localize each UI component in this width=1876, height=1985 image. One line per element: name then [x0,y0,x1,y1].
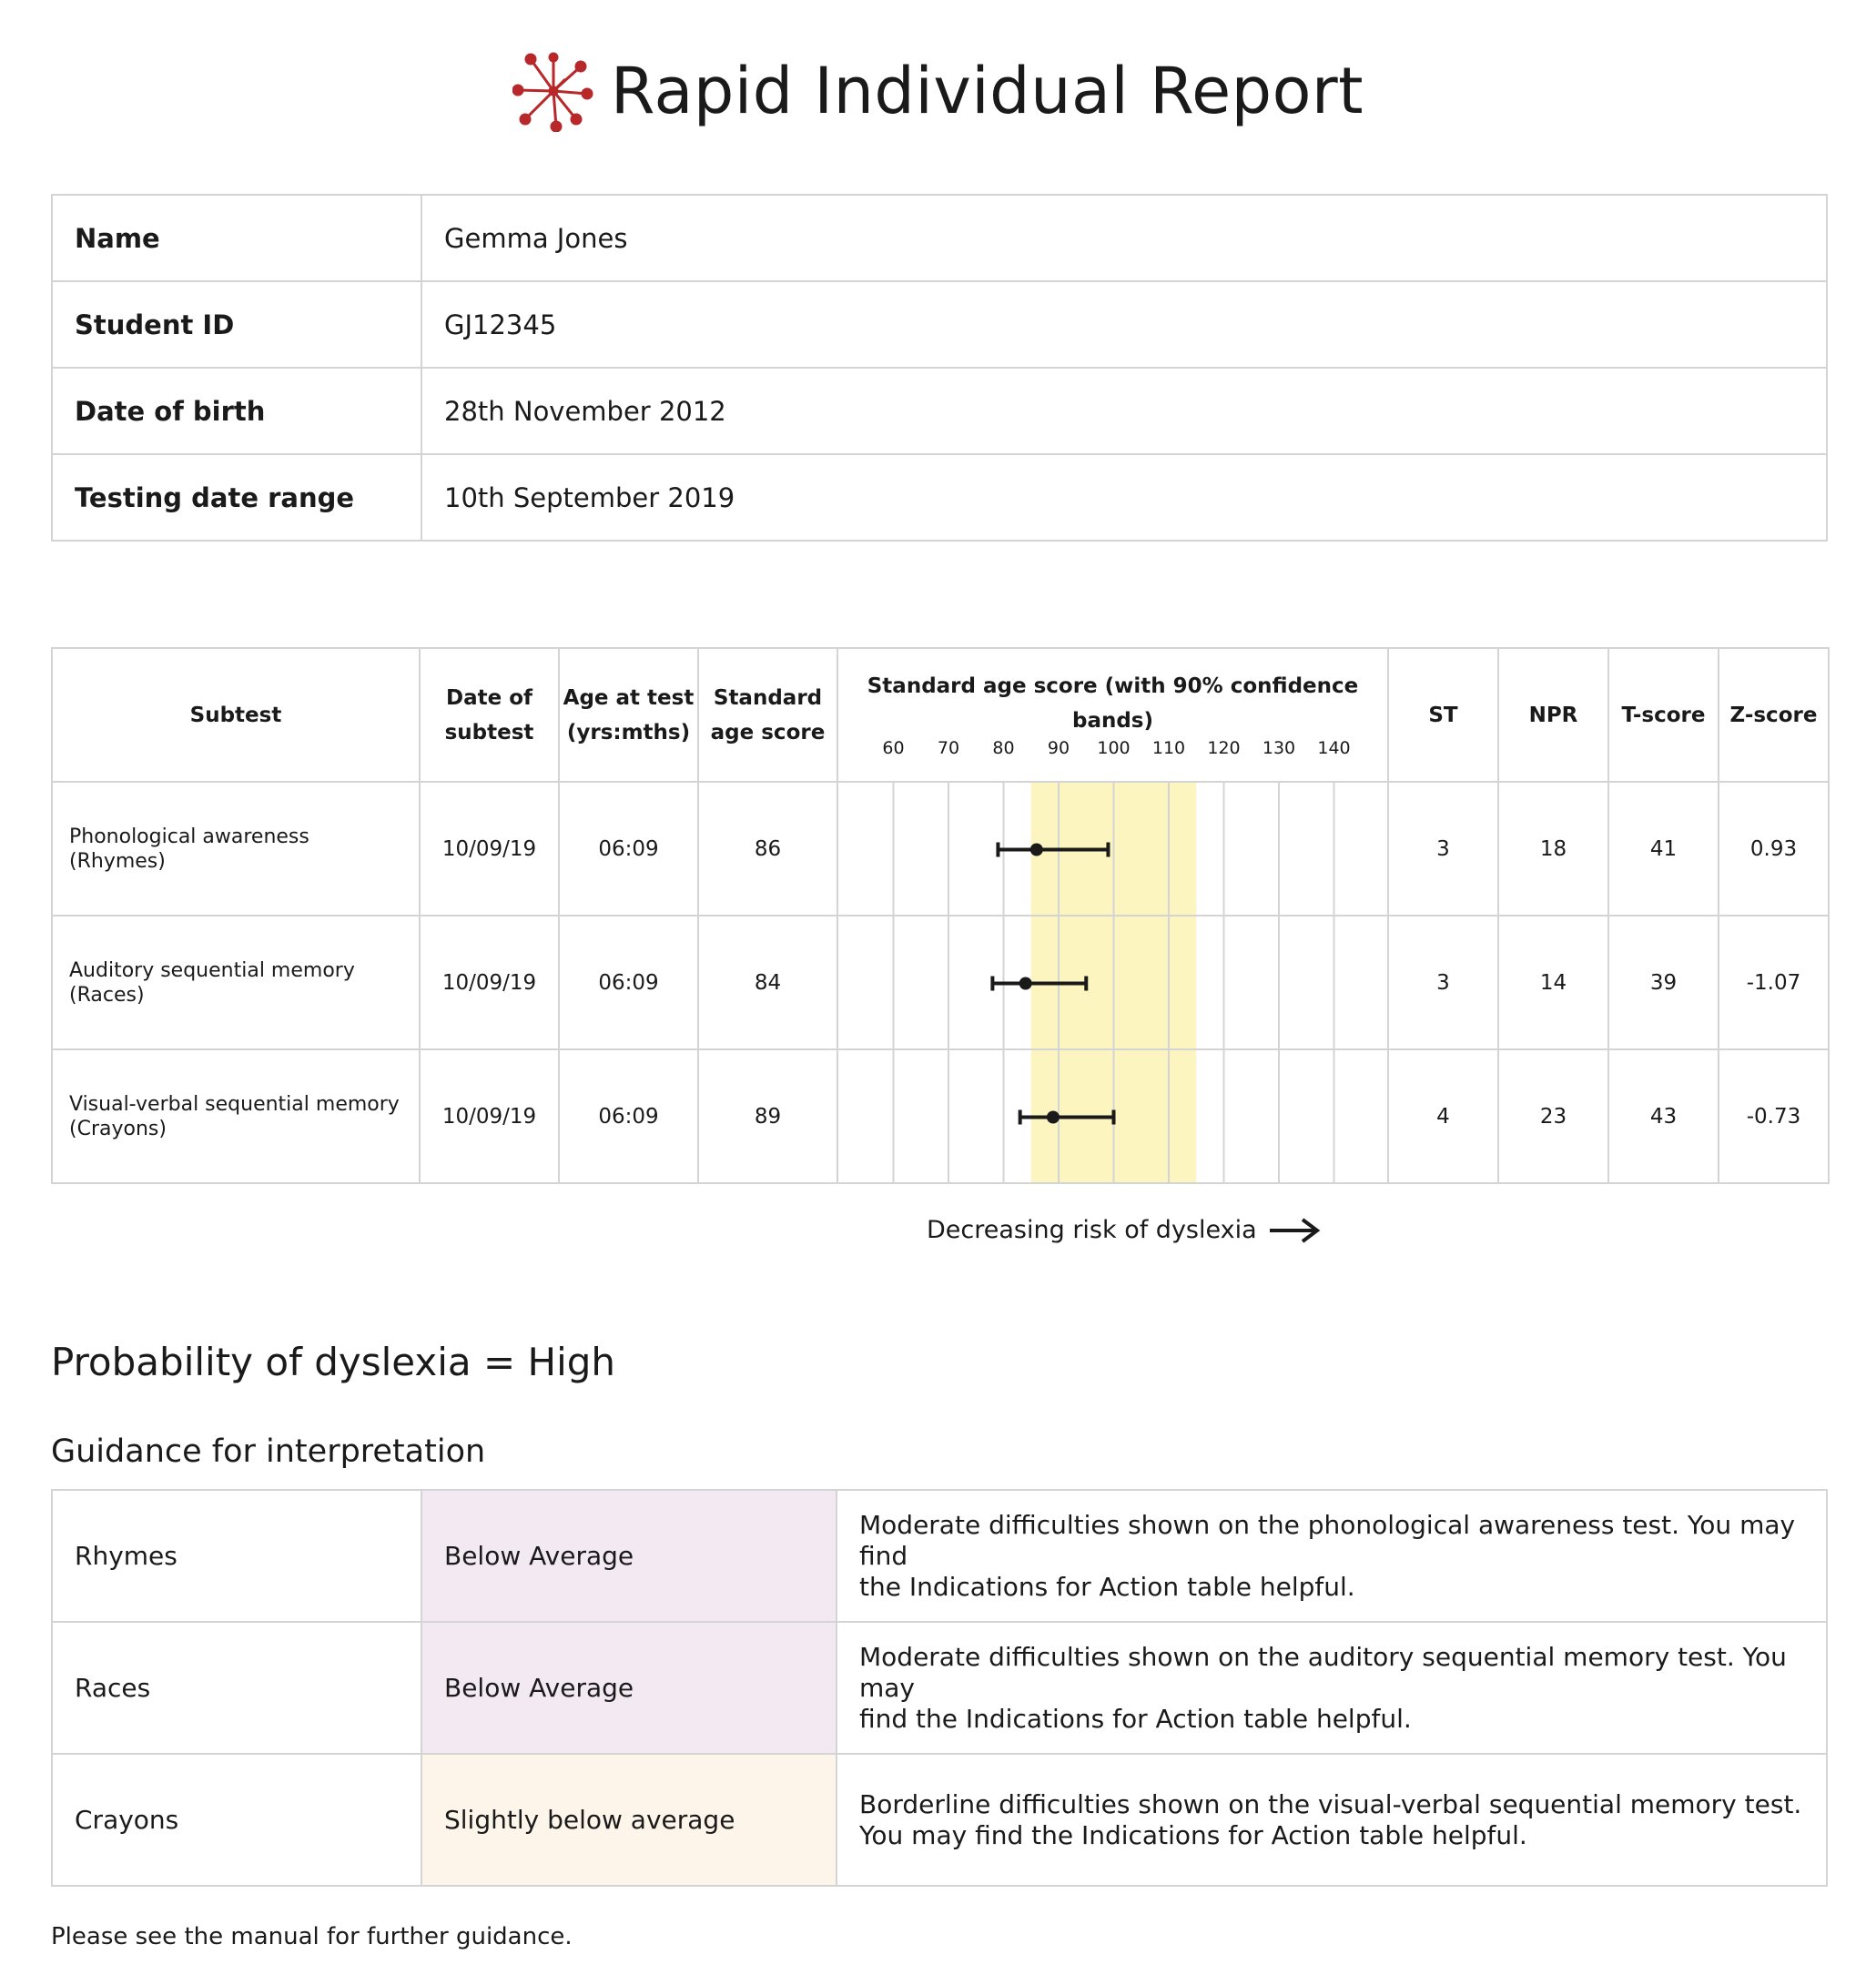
cell-tscore: 41 [1608,782,1719,916]
info-value: 28th November 2012 [421,368,1827,454]
x-tick-label: 120 [1207,738,1241,758]
guidance-text [837,1754,1827,1886]
cell-tscore: 43 [1608,1049,1719,1183]
table-row [52,1049,1829,1183]
student-info-table [51,194,1828,542]
header-date-line1: Date of [445,685,533,710]
guidance-text-line2: the Indications for Action table helpful. [859,1571,1355,1602]
logo-icon [512,50,594,132]
probability-heading: Probability of dyslexia = High [51,1340,616,1384]
x-tick-label: 140 [1317,738,1351,758]
x-tick-label: 60 [882,738,905,758]
subtest-name [52,782,420,916]
x-tick-label: 90 [1047,738,1070,758]
cell-st: 4 [1388,1049,1498,1183]
cell-age: 06:09 [559,1049,698,1183]
chart-title: Standard age score (with 90% confidence bands) [867,674,1359,733]
score-point [1047,1111,1060,1124]
risk-note [927,1216,1321,1244]
header-sas-line1: Standard [713,685,823,710]
x-tick-label: 80 [992,738,1015,758]
score-point [1019,977,1032,990]
info-value: Gemma Jones [421,195,1827,281]
info-label: Name [52,195,421,281]
guidance-subtest: Crayons [52,1754,421,1886]
cell-sas: 89 [698,1049,837,1183]
header-age-line1: Age at test [563,685,695,710]
cell-date: 10/09/19 [420,782,559,916]
subtest-name [52,916,420,1049]
guidance-text [837,1622,1827,1754]
report-header [0,46,1876,137]
guidance-text [837,1490,1827,1622]
cell-npr: 18 [1498,782,1608,916]
header-sas [698,648,837,782]
header-date-line2: subtest [444,720,534,744]
cell-chart [837,1049,1388,1183]
header-chart [837,648,1388,782]
x-tick-label: 110 [1151,738,1186,758]
cell-st: 3 [1388,782,1498,916]
cell-chart [837,782,1388,916]
x-tick-label: 130 [1262,738,1296,758]
x-tick-label: 100 [1097,738,1131,758]
info-row-student-id [52,281,1827,368]
header-date [420,648,559,782]
info-row-dob [52,368,1827,454]
report-title: Rapid Individual Report [610,54,1364,128]
guidance-subtest: Races [52,1622,421,1754]
guidance-level: Slightly below average [421,1754,837,1886]
subtest-name-line2: (Rhymes) [69,849,166,873]
cell-age: 06:09 [559,916,698,1049]
guidance-row [52,1490,1827,1622]
info-label: Student ID [52,281,421,368]
cell-st: 3 [1388,916,1498,1049]
guidance-level: Below Average [421,1622,837,1754]
header-sas-line2: age score [710,720,826,744]
cell-age: 06:09 [559,782,698,916]
header-tscore: T-score [1608,648,1719,782]
info-row-testing-date [52,454,1827,541]
cell-npr: 23 [1498,1049,1608,1183]
header-zscore: Z-score [1719,648,1829,782]
results-header-row [52,648,1829,782]
info-row-name [52,195,1827,281]
results-table [51,647,1830,1184]
cell-zscore: -0.73 [1719,1049,1829,1183]
guidance-text-line2: find the Indications for Action table helpful. [859,1703,1412,1734]
cell-date: 10/09/19 [420,1049,559,1183]
guidance-title: Guidance for interpretation [51,1433,486,1470]
header-subtest: Subtest [52,648,420,782]
info-value: 10th September 2019 [421,454,1827,541]
guidance-table [51,1489,1828,1887]
header-npr: NPR [1498,648,1608,782]
cell-tscore: 39 [1608,916,1719,1049]
header-age [559,648,698,782]
guidance-row [52,1622,1827,1754]
risk-note-text: Decreasing risk of dyslexia [927,1216,1257,1244]
guidance-row [52,1754,1827,1886]
guidance-text-line1: Moderate difficulties shown on the auditory sequential memory test. You may [859,1641,1787,1703]
subtest-name-line2: (Races) [69,983,145,1007]
subtest-name-line1: Auditory sequential memory [69,958,355,982]
guidance-text-line1: Borderline difficulties shown on the visual-verbal sequential memory test. [859,1788,1802,1819]
cell-chart [837,916,1388,1049]
cell-npr: 14 [1498,916,1608,1049]
header-age-line2: (yrs:mths) [566,720,691,744]
subtest-name-line1: Phonological awareness [69,825,309,848]
guidance-text-line1: Moderate difficulties shown on the phonological awareness test. You may find [859,1509,1796,1571]
cell-zscore: 0.93 [1719,782,1829,916]
subtest-name-line1: Visual-verbal sequential memory [69,1092,400,1116]
cell-sas: 86 [698,782,837,916]
guidance-subtest: Rhymes [52,1490,421,1622]
table-row [52,916,1829,1049]
footnote: Please see the manual for further guidance. [51,1923,573,1950]
x-tick-label: 70 [937,738,960,758]
cell-date: 10/09/19 [420,916,559,1049]
score-point [1030,844,1043,856]
right-arrow-icon [1268,1217,1321,1244]
subtest-name-line2: (Crayons) [69,1117,167,1140]
cell-zscore: -1.07 [1719,916,1829,1049]
guidance-text-line2: You may find the Indications for Action table helpful. [859,1819,1527,1850]
table-row [52,782,1829,916]
header-st: ST [1388,648,1498,782]
guidance-level: Below Average [421,1490,837,1622]
info-label: Testing date range [52,454,421,541]
cell-sas: 84 [698,916,837,1049]
info-label: Date of birth [52,368,421,454]
subtest-name [52,1049,420,1183]
info-value: GJ12345 [421,281,1827,368]
